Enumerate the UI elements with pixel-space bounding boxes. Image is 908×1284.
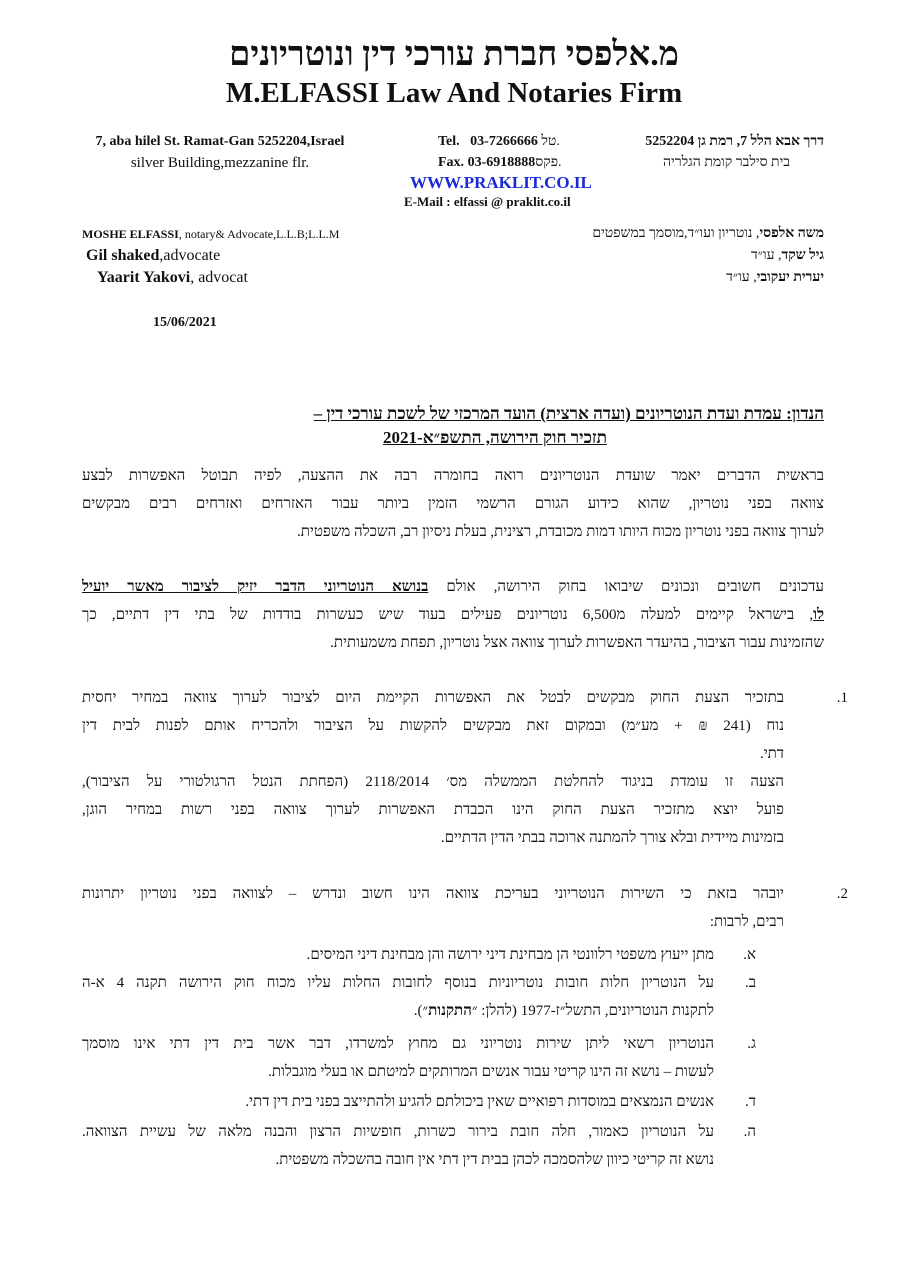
staff-en-title3: , advocat <box>190 269 248 286</box>
tel-line <box>438 131 560 153</box>
item2-line2: רבים, לרבות: <box>709 914 784 930</box>
item2-number: 2. <box>836 886 848 902</box>
item1-line6: בזמינות מיידית ובלא צורך להמתנה ארוכה בבתי הדין הדתיים. <box>440 830 784 846</box>
subitem-b-line1: על הנוטריון חלות חובות נוטריוניות בנוסף לחובות החלות עליו מכוח חוק הירושה תקנה 4 א-ה <box>82 975 715 991</box>
email-line: E-Mail : elfassi @ praklit.co.il <box>404 194 571 209</box>
item1-line3: דתי. <box>759 746 784 762</box>
subitem-e-body <box>82 1118 714 1174</box>
staff-he-title3: , עו״ד <box>726 270 757 285</box>
subitem-d-letter: ד. <box>745 1094 756 1110</box>
address-english-line1: 7, aba hilel St. Ramat-Gan 5252204,Israel <box>95 134 345 149</box>
item2-line1: יובהר בזאת כי השירות הנוטריוני בעריכת צוואה הינו חשוב ונדרש – לצוואה בפני נוטריון יתרונות <box>82 886 784 902</box>
subitem-b-body <box>82 969 714 1025</box>
staff-en-title2: ,advocate <box>159 247 221 264</box>
fax-label-he: פקס. <box>535 155 562 170</box>
subitem-e-letter: ה. <box>743 1124 756 1140</box>
staff-en-line2 <box>86 245 220 267</box>
subitem-b-line2 <box>82 997 714 1025</box>
item1-number: 1. <box>836 690 848 706</box>
fax-label-en: Fax. <box>438 155 465 170</box>
item1-body <box>82 684 784 852</box>
updates-line2-plain: , בישראל קיימים למעלה מ6,500 נוטריונים פעילים בעוד שיש כעשרות בודדות של בתי דין דתיים, כך <box>82 607 814 623</box>
updates-paragraph <box>82 573 824 657</box>
fax-number: 03-6918888 <box>467 155 536 170</box>
subitem-c-line2: לעשות – נושא זה הינו קריטי עבור אנשים המרותקים למיטתם או בעלי מוגבלות. <box>268 1064 714 1080</box>
intro-line1: בראשית הדברים יאמר שועדת הנוטריונים רואה בחומרה רבה את ההצעה, לפיה תבוטל האפשרות לבצע <box>82 468 824 484</box>
updates-line3: שהזמינות עבור הציבור, בהיעדר האפשרות לערוך צוואה אצל נוטריון, תפחת משמעותית. <box>330 635 824 651</box>
item1-line1: בתזכיר הצעת החוק מבקשים לבטל את האפשרות הקיימת היום לציבור לערוך צוואה במחיר יחסית <box>82 690 784 706</box>
subitem-d-line1: אנשים הנמצאים במוסדות רפואיים שאין ביכולתם להגיע ולהתייצב בפני בית דין דתי. <box>245 1094 714 1110</box>
staff-he-line2 <box>751 246 824 266</box>
subject-line2: תזכיר חוק הירושה, התשפ״א-2021 <box>383 428 607 447</box>
intro-line3: לערוך צוואה בפני נוטריון מכוח היותו דמות מכובדת, רצינית, בעלת ניסיון רב, השכלה משפטית. <box>297 524 824 540</box>
updates-line2-emphasis: לו <box>813 607 824 623</box>
subitem-d-body <box>82 1088 714 1116</box>
firm-name-english: M.ELFASSI Law And Notaries Firm <box>225 77 683 109</box>
staff-he-name1: משה אלפסי <box>759 226 824 241</box>
staff-en-line1 <box>82 225 339 243</box>
staff-he-name3: יערית יעקובי <box>756 270 824 285</box>
staff-he-title2: , עו״ד <box>750 248 782 263</box>
staff-en-title1: , notary& Advocate,L.L.B;L.L.M <box>178 227 340 241</box>
subitem-b-line2-defined-term: התקנות <box>428 1003 472 1019</box>
staff-he-title1: , נוטריון ועו״ד,מוסמך במשפטים <box>592 226 760 241</box>
subitem-b-line2-c: ״). <box>413 1003 429 1019</box>
updates-line1 <box>82 573 824 601</box>
item2-body <box>82 880 784 936</box>
item1-line4: הצעה זו עומדת בניגוד להחלטת הממשלה מס׳ 2118/2014 (הפחתת הנטל הרגולטורי על הציבור), <box>82 774 784 790</box>
address-hebrew-line1: דרך אבא הלל 7, רמת גן 5252204 <box>645 134 824 149</box>
fax-line <box>438 152 562 174</box>
address-english-line2: silver Building,mezzanine flr. <box>130 155 310 171</box>
subitem-a-letter: א. <box>743 947 756 963</box>
updates-line2 <box>82 601 824 629</box>
address-hebrew-line2: בית סילבר קומת הגלריה <box>663 155 790 170</box>
staff-en-name3: Yaarit Yakovi <box>97 269 191 286</box>
subitem-e-line2: נושא זה קריטי כיוון שלהסמכה לכהן בבית דין דתי אין חובה בהשכלה משפטית. <box>275 1152 714 1168</box>
subitem-c-body <box>82 1030 714 1086</box>
letter-date: 15/06/2021 <box>153 315 217 330</box>
subject-line1: הנדון: עמדת ועדת הנוטריונים (ועדה ארצית) הועד המרכזי של לשכת עורכי דין – <box>313 404 824 423</box>
staff-en-line3 <box>97 267 248 289</box>
firm-name-hebrew: מ.אלפסי חברת עורכי דין ונוטריונים <box>229 36 679 73</box>
item1-line5: פועל יוצא מתזכיר הצעת החוק הינו הכבדת האפשרות לערוך צוואה בפני רשות במחיר הוגן, <box>82 802 784 818</box>
updates-line1-emphasis: בנושא הנוטריוני הדבר יזיק לציבור מאשר יועיל <box>82 579 429 595</box>
website-link[interactable]: WWW.PRAKLIT.CO.IL <box>410 173 592 192</box>
staff-he-line1 <box>592 224 824 244</box>
intro-line2: צוואה בפני נוטריון, שהוא כידוע הגורם הרשמי הזמין ביותר עבור האזרחים ואזרחים רבים מבקשים <box>82 496 824 512</box>
staff-en-name2: Gil shaked <box>86 247 160 264</box>
subitem-c-line1: הנוטריון רשאי ליתן שירות נוטריוני גם מחוץ למשרדו, דבר אשר בית דין דתי אינו מוסמך <box>82 1036 714 1052</box>
updates-line1-plain: עדכונים חשובים ונכונים שיבואו בחוק הירושה, אולם <box>428 579 825 595</box>
tel-number: 03-7266666 <box>470 134 538 149</box>
tel-label-en: Tel. <box>438 134 460 149</box>
intro-paragraph <box>82 462 824 546</box>
subitem-b-line2-a: לתקנות הנוטריונים, התשל״ז-1977 (להלן: ״ <box>471 1003 714 1019</box>
subitem-e-line1: על הנוטריון כאמור, חלה חובת בירור כשרות, חופשיות הרצון והבנה מלאה של עשיית הצוואה. <box>82 1124 714 1140</box>
subitem-a-body <box>82 941 714 969</box>
staff-he-name2: גיל שקד <box>781 248 824 263</box>
item1-line2: נוח (241 ₪ + מע״מ) ובמקום זאת מבקשים להקשות על הציבור ולהכריח אותם לפנות לבית דין <box>82 718 784 734</box>
staff-en-name1: MOSHE ELFASSI <box>82 227 179 241</box>
subitem-b-letter: ב. <box>745 975 756 991</box>
subitem-a-line1: מתן ייעוץ משפטי רלוונטי הן מבחינת דיני ירושה והן מבחינת דיני המיסים. <box>306 947 714 963</box>
subitem-c-letter: ג. <box>747 1036 756 1052</box>
staff-he-line3 <box>726 268 824 288</box>
tel-label-he: טל. <box>541 134 560 149</box>
